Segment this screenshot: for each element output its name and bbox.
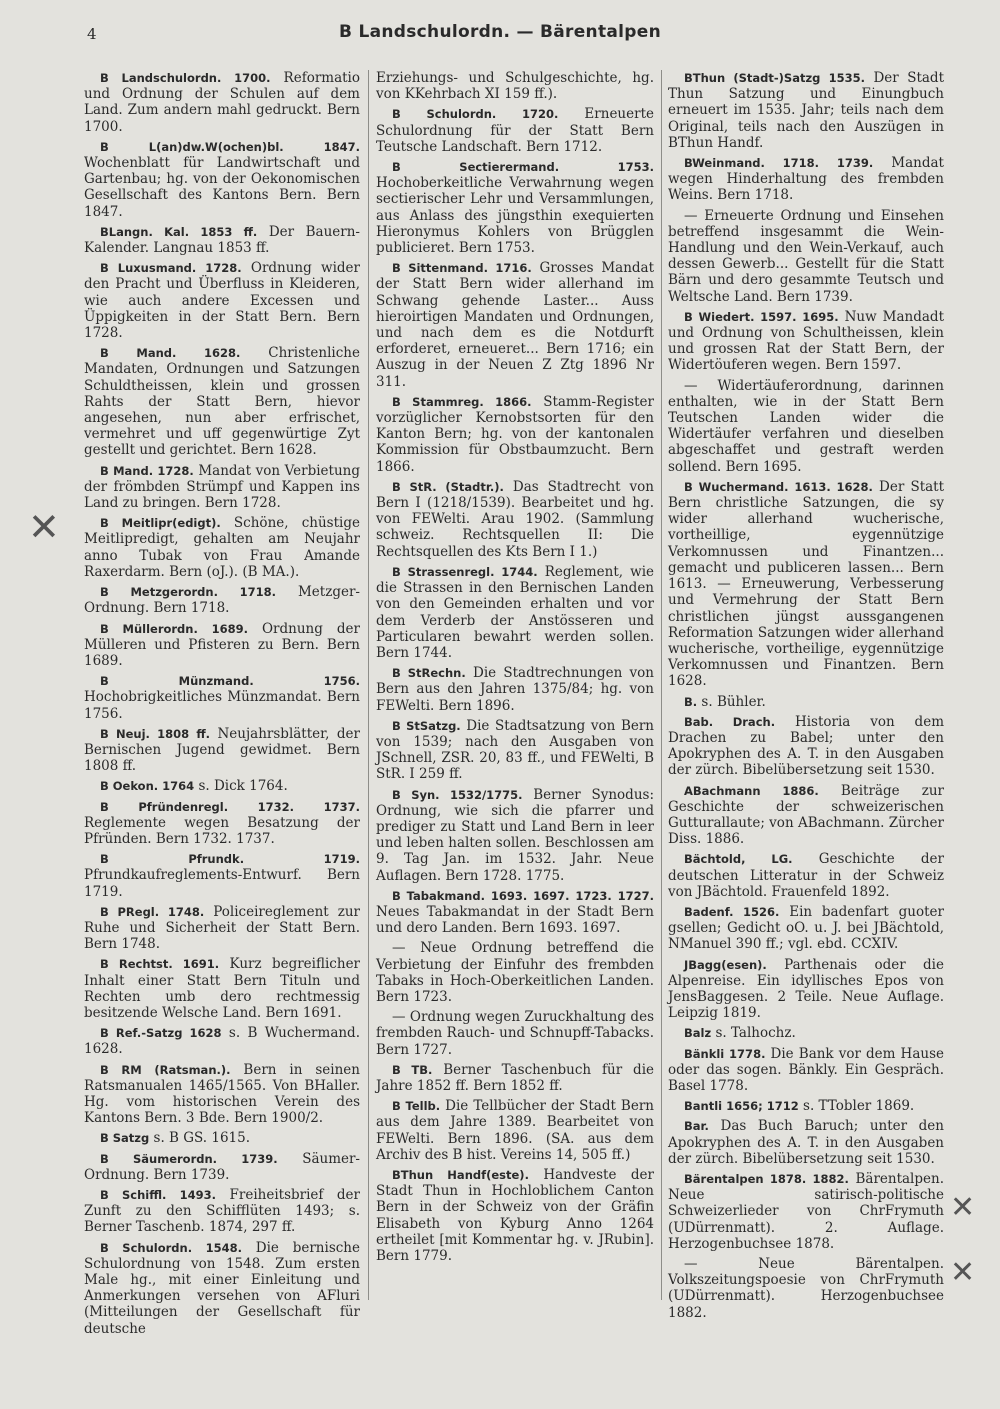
dictionary-entry xyxy=(668,1171,944,1252)
entry-lemma: B Münzmand. 1756. xyxy=(100,674,360,689)
dictionary-entry xyxy=(668,378,944,475)
entry-text: Wochenblatt für Landwirtschaft und Gartenbau; hg. von der Oekonomischen Gesellschaft des Kantons Bern. Bern 1847. xyxy=(84,155,360,220)
entry-text: Beiträge zur Geschichte der schweizerischen Gutturallaute; von ABachmann. Zürcher Diss. 1886. xyxy=(668,782,944,848)
entry-lemma: B Tellb. xyxy=(392,1099,441,1114)
entry-lemma: B Strassenregl. 1744. xyxy=(392,564,538,579)
dictionary-entry xyxy=(668,957,944,1022)
margin-cross-mark: ✕ xyxy=(950,1255,976,1290)
dictionary-entry xyxy=(376,888,654,937)
entry-text: Der Bauern-Kalender. Langnau 1853 ff. xyxy=(84,223,360,257)
entry-lemma: B Wuchermand. 1613. 1628. xyxy=(684,479,873,494)
entry-lemma: ABachmann 1886. xyxy=(684,783,819,798)
entry-text: Metzger-Ordnung. Bern 1718. xyxy=(84,584,360,617)
dictionary-entry xyxy=(376,1098,654,1163)
margin-cross-mark: ✕ xyxy=(28,505,60,549)
dictionary-entry xyxy=(84,463,360,512)
column-3 xyxy=(668,70,944,1325)
dictionary-entry xyxy=(84,621,360,670)
dictionary-entry xyxy=(84,673,360,722)
entry-text: Erziehungs- und Schulgeschichte, hg. von KKehrbach XI 159 ff.). xyxy=(376,70,654,103)
entry-text: — Ordnung wegen Zuruckhaltung des frembden Rauch- und Schnupff-Tabacks. Bern 1727. xyxy=(376,1009,654,1058)
dictionary-entry xyxy=(376,106,654,155)
entry-text: Ein badenfart guoter gsellen; Gedicht oO. u. J. bei JBächtold, NManuel 390 ff.; vgl. ebd. CCXIV. xyxy=(668,903,945,953)
entry-lemma: B StSatzg. xyxy=(392,718,461,733)
dictionary-entry xyxy=(376,564,654,661)
dictionary-entry xyxy=(668,1098,944,1114)
entry-text: Geschichte der deutschen Litteratur in der Schweiz von JBächtold. Frauenfeld 1892. xyxy=(668,851,944,900)
page-number: 4 xyxy=(87,25,97,43)
dictionary-entry xyxy=(668,904,944,953)
dictionary-entry xyxy=(84,851,360,900)
dictionary-entry xyxy=(668,783,944,848)
dictionary-entry xyxy=(376,1167,654,1264)
dictionary-entry xyxy=(84,1151,360,1183)
entry-text: Freiheitsbrief der Zunft zu den Schifflüten 1493; s. Berner Taschenb. 1874, 297 ff. xyxy=(84,1187,360,1236)
entry-text: Policeireglement zur Ruhe und Sicherheit der Statt Bern. Bern 1748. xyxy=(84,903,360,953)
entry-lemma: Bab. Drach. xyxy=(684,714,776,729)
dictionary-entry xyxy=(84,778,360,794)
entry-text: Neues Tabakmandat in der Stadt Bern und dero Landen. Bern 1693. 1697. xyxy=(376,903,654,937)
dictionary-entry xyxy=(668,851,944,900)
entry-text: Reglement, wie die Strassen in den Bernischen Landen von den Gemeinden erhalten und vor dem Verderb der Anstösseren und Particularen bewahrt werden sollen. Bern 1744. xyxy=(376,563,654,661)
entry-lemma: B Müllerordn. 1689. xyxy=(100,621,248,636)
entry-lemma: Bar. xyxy=(684,1119,709,1134)
entry-text: — Erneuerte Ordnung und Einsehen betreffend insgesammt die Wein-Handlung und den Wein-Verkauf, auch dessen Gewerb... Gestellt für die Statt Bärn und dero gesammte Teutsch und Weltsche Land. Bern 1739. xyxy=(668,207,944,305)
entry-lemma: B PRegl. 1748. xyxy=(100,904,205,919)
entry-lemma: B Sectierermand. 1753. xyxy=(392,160,654,175)
entry-lemma: B Schulordn. 1720. xyxy=(392,107,559,122)
dictionary-entry xyxy=(84,1240,360,1337)
entry-text: Pfrundkaufreglements-Entwurf. Bern 1719. xyxy=(84,867,360,900)
entry-text: Bärentalpen. Neue satirisch-politische Schweizerlieder von ChrFrymuth (UDürrenmatt). 2. Auflage. Herzogenbuchsee 1878. xyxy=(668,1171,944,1252)
entry-lemma: BWeinmand. 1718. 1739. xyxy=(684,156,874,171)
margin-cross-mark: ✕ xyxy=(950,1190,976,1225)
dictionary-entry xyxy=(84,726,360,775)
entry-lemma: B RM (Ratsman.). xyxy=(100,1062,231,1077)
dictionary-entry xyxy=(376,665,654,714)
dictionary-entry xyxy=(84,904,360,953)
entry-text: Grosses Mandat der Statt Bern wider allerhand im Schwang gehende Laster... Auss hieroirtigen Mandaten und Ordnungen, und nach dem es die Notdurft erforderet, erneueret... Bern 1716; ein Auszug in der Neuen Z Ztg 1896 Nr 311. xyxy=(376,260,655,390)
entry-text: Die Stadtrechnungen von Bern aus den Jahren 1375/84; hg. von FEWelti. Bern 1896. xyxy=(376,665,654,714)
entry-text: Mandat von Verbietung der frömbden Strümpf und Kappen ins Land zu bringen. Bern 1728. xyxy=(84,462,360,512)
entry-text: s. B GS. 1615. xyxy=(149,1130,251,1147)
entry-text: Der Statt Bern christliche Satzungen, die sy wider allerhand wucherische, vortheillige, eygennützige Verkomnussen und Finantzen... gemacht und publiceren lassen... Bern 1613. — Erneuwerung, Verbesserung und Vermehrung der Statt Bern christlichen jüngst aussgangenen Reformation Satzungen wider allerhand wucherische, vortheilige, eygennützige Verkomnussen und Finantzen. Bern 1628. xyxy=(668,478,945,690)
entry-text: Ordnung wider den Pracht und Überfluss in Kleideren, wie auch andere Excessen und Üppigkeiten in der Statt Bern. Bern 1728. xyxy=(84,260,360,342)
dictionary-entry xyxy=(376,70,654,102)
entry-lemma: B Sittenmand. 1716. xyxy=(392,261,532,276)
entry-lemma: B Syn. 1532/1775. xyxy=(392,787,523,802)
entry-text: Hochoberkeitliche Verwahrnung wegen sectierischer Lehr und Versammlungen, aus Anlass des jüngsthin exequierten Hieronymus Kohlers von Brügglen publicieret. Bern 1753. xyxy=(376,175,654,257)
entry-lemma: JBagg(esen). xyxy=(684,957,767,972)
entry-lemma: Balz xyxy=(684,1026,712,1041)
entry-text: Neujahrsblätter, der Bernischen Jugend gewidmet. Bern 1808 ff. xyxy=(84,725,360,775)
dictionary-entry xyxy=(376,1062,654,1094)
dictionary-entry xyxy=(84,139,360,220)
entry-text: Das Stadtrecht von Bern I (1218/1539). Bearbeitet und hg. von FEWelti. Arau 1902. (Sammlung schweiz. Rechtsquellen II: Die Rechtsquellen des Kts Bern I 1.) xyxy=(376,478,654,560)
entry-lemma: B Neuj. 1808 ff. xyxy=(100,726,210,741)
entry-text: s. Bühler. xyxy=(697,693,766,710)
dictionary-entry xyxy=(84,799,360,848)
dictionary-entry xyxy=(376,940,654,1005)
entry-lemma: Badenf. 1526. xyxy=(684,904,780,919)
entry-text: Erneuerte Schulordnung für der Statt Bern Teutsche Landschaft. Bern 1712. xyxy=(376,106,654,155)
entry-lemma: B TB. xyxy=(392,1062,433,1077)
entry-text: Christenliche Mandaten, Ordnungen und Satzungen Schuldtheissen, klein und grossen Rahts der Statt Bern, hievor angesehen, nun aber erfrischet, vermehret und uff gegenwürtige Zyt gestellt und gerichtet. Bern 1628. xyxy=(84,345,360,459)
dictionary-entry xyxy=(376,479,654,560)
entry-lemma: B Satzg xyxy=(100,1131,150,1146)
entry-text: Stamm-Register vorzüglicher Kernobstsorten für den Kanton Bern; hg. von der kantonalen Kommission für Obstbaumzucht. Bern 1866. xyxy=(376,393,654,475)
entry-text: Bern in seinen Ratsmanualen 1465/1565. Von BHaller. Hg. vom historischen Verein des Kantons Bern. 3 Bde. Bern 1900/2. xyxy=(84,1061,360,1127)
entry-lemma: B Pfründenregl. 1732. 1737. xyxy=(100,799,360,814)
entry-text: Die Bank vor dem Hause oder das sogen. Bänkly. Ein Gespräch. Basel 1778. xyxy=(668,1045,944,1094)
entry-lemma: BThun Handf(este). xyxy=(392,1168,529,1182)
entry-text: — Neue Ordnung betreffend die Verbietung der Einfuhr des frembden Tabaks in Hoch-Oberkeitlichen Landen. Bern 1723. xyxy=(376,940,654,1005)
entry-lemma: B Luxusmand. 1728. xyxy=(100,261,242,276)
entry-text: Reformatio und Ordnung der Schulen auf dem Land. Zum andern mahl gedruckt. Bern 1700. xyxy=(84,70,360,135)
entry-lemma: B Ref.-Satzg 1628 xyxy=(100,1026,222,1041)
dictionary-entry xyxy=(668,1118,944,1167)
entry-text: Schöne, chüstige Meitlipredigt, gehalten am Neujahr anno Tubak von Frau Amande Raxerdarm. Bern (oJ.). (B MA.). xyxy=(84,515,360,580)
entry-lemma: BThun (Stadt-)Satzg 1535. xyxy=(684,71,865,85)
entry-text: Mandat wegen Hinderhaltung des frembden Weins. Bern 1718. xyxy=(668,155,944,204)
entry-text: Die Tellbücher der Stadt Bern aus dem Jahre 1389. Bearbeitet von FEWelti. Bern 1896. (SA. aus dem Archiv des B hist. Vereins 14, 505 ff.) xyxy=(376,1098,654,1163)
entry-lemma: B Rechtst. 1691. xyxy=(100,957,220,972)
entry-text: Nuw Mandadt und Ordnung von Schultheissen, klein und grossen Rat der Statt Bern, der Widertöuferen wegen. Bern 1597. xyxy=(668,308,944,374)
entry-text: Ordnung der Mülleren und Pfisteren zu Bern. Bern 1689. xyxy=(84,620,360,669)
entry-text: — Widertäuferordnung, darinnen enthalten, wie in der Statt Bern Teutschen Landen wider die Widertäufer verfahren und dieselben abgeschaffet und gestraft werden sollend. Bern 1695. xyxy=(668,377,944,475)
entry-text: Kurz begreiflicher Inhalt einer Statt Bern Tituln und Rechten umb dero rechtmessig besitzende Welsche Land. Bern 1691. xyxy=(84,956,361,1021)
dictionary-entry xyxy=(376,260,654,390)
dictionary-entry xyxy=(84,1187,360,1236)
entry-text: Säumer-Ordnung. Bern 1739. xyxy=(84,1150,360,1183)
dictionary-entry xyxy=(84,345,360,458)
dictionary-entry xyxy=(668,208,944,305)
entry-text: s. TTobler 1869. xyxy=(798,1098,915,1115)
dictionary-entry xyxy=(376,1009,654,1058)
dictionary-entry xyxy=(84,584,360,616)
dictionary-entry xyxy=(376,159,654,256)
entry-text: Handveste der Stadt Thun in Hochloblichem Canton Bern in der Schweiz von der Gräfin Elisabeth von Kyburg Anno 1264 ertheilet [mit Kommentar hg. v. JRubin]. Bern 1779. xyxy=(376,1167,654,1265)
entry-lemma: B Pfrundk. 1719. xyxy=(100,852,360,867)
entry-lemma: BLangn. Kal. 1853 ff. xyxy=(100,224,258,239)
dictionary-entry xyxy=(668,70,944,151)
entry-text: Reglemente wegen Besatzung der Pfründen. Bern 1732. 1737. xyxy=(84,814,360,847)
dictionary-entry xyxy=(84,1025,360,1057)
entry-lemma: Bänkli 1778. xyxy=(684,1046,766,1061)
entry-text: s. B Wuchermand. 1628. xyxy=(84,1025,360,1058)
entry-lemma: B Säumerordn. 1739. xyxy=(100,1151,278,1166)
dictionary-entry xyxy=(84,1130,360,1146)
entry-text: Historia von dem Drachen zu Babel; unter den Apokryphen des A. T. in den Ausgaben der zürch. Bibelübersetzung seit 1530. xyxy=(668,713,944,779)
entry-text: Berner Taschenbuch für die Jahre 1852 ff. Bern 1852 ff. xyxy=(376,1061,654,1094)
entry-lemma: B Wiedert. 1597. 1695. xyxy=(684,309,839,324)
dictionary-entry xyxy=(84,260,360,341)
dictionary-entry xyxy=(84,224,360,256)
entry-lemma: B Oekon. 1764 xyxy=(100,779,195,794)
dictionary-entry xyxy=(668,1256,944,1321)
column-rule xyxy=(661,70,662,1300)
entry-lemma: Bächtold, LG. xyxy=(684,852,793,867)
entry-text: Das Buch Baruch; unter den Apokryphen des A. T. in den Ausgaben der zürch. Bibelübersetzung seit 1530. xyxy=(668,1118,944,1167)
dictionary-entry xyxy=(84,515,360,580)
entry-text: — Neue Bärentalpen. Volkszeitungspoesie von ChrFrymuth (UDürrenmatt). Herzogenbuchsee 1882. xyxy=(668,1256,944,1321)
dictionary-entry xyxy=(668,309,944,374)
entry-lemma: B Metzgerordn. 1718. xyxy=(100,585,277,600)
entry-lemma: B Tabakmand. 1693. 1697. 1723. 1727. xyxy=(392,888,654,903)
entry-text: Hochobrigkeitliches Münzmandat. Bern 1756. xyxy=(84,689,360,722)
entry-lemma: B Landschulordn. 1700. xyxy=(100,71,271,85)
entry-text: s. Talhochz. xyxy=(711,1025,796,1042)
entry-text: Parthenais oder die Alpenreise. Ein idyllisches Epos von JensBaggesen. 2 Teile. Neue Auflage. Leipzig 1819. xyxy=(668,956,944,1022)
dictionary-entry xyxy=(668,1046,944,1095)
entry-lemma: B StR. (Stadtr.). xyxy=(392,479,504,494)
entry-lemma: B Schulordn. 1548. xyxy=(100,1240,242,1255)
entry-lemma: B Stammreg. 1866. xyxy=(392,394,532,409)
entry-lemma: B StRechn. xyxy=(392,666,466,681)
entry-lemma: B L(an)dw.W(ochen)bl. 1847. xyxy=(100,139,360,154)
entry-lemma: Bärentalpen 1878. 1882. xyxy=(684,1172,849,1186)
column-2 xyxy=(376,70,654,1268)
entry-lemma: B Meitlipr(edigt). xyxy=(100,516,221,531)
dictionary-entry xyxy=(84,70,360,135)
dictionary-entry xyxy=(668,694,944,710)
entry-lemma: B Mand. 1628. xyxy=(100,346,241,361)
dictionary-entry xyxy=(668,1025,944,1041)
dictionary-entry xyxy=(668,155,944,204)
entry-lemma: B Mand. 1728. xyxy=(100,463,194,478)
dictionary-entry xyxy=(376,718,654,783)
dictionary-entry xyxy=(84,956,360,1021)
entry-lemma: B Schiffl. 1493. xyxy=(100,1188,217,1202)
entry-text: Die Stadtsatzung von Bern von 1539; nach den Ausgaben von JSchnell, ZSR. 20, 83 ff., und FEWelti, B StR. I 259 ff. xyxy=(376,717,654,783)
dictionary-entry xyxy=(376,787,654,884)
dictionary-entry xyxy=(668,479,944,690)
entry-text: Die bernische Schulordnung von 1548. Zum ersten Male hg., mit einer Einleitung und Anmerkungen versehen von AFluri (Mitteilungen der Gesellschaft für deutsche xyxy=(84,1239,360,1337)
entry-text: Berner Synodus: Ordnung, wie sich die pfarrer und prediger zu Statt und Land Bern in leer und leben halten sollen. Beschlossen am 9. Tag Jan. im 1532. Jahr. Neue Auflagen. Bern 1728. 1775. xyxy=(376,786,654,884)
column-1 xyxy=(84,70,360,1341)
entry-lemma: B. xyxy=(684,694,698,709)
entry-text: Der Stadt Thun Satzung und Einungbuch erneuert im 1535. Jahr; teils nach dem Original, teils nach den Auszügen in BThun Handf. xyxy=(668,70,944,151)
entry-lemma: Bantli 1656; 1712 xyxy=(684,1099,799,1114)
column-rule xyxy=(368,70,369,1300)
entry-text: s. Dick 1764. xyxy=(194,778,288,795)
dictionary-entry xyxy=(668,714,944,779)
dictionary-entry xyxy=(376,394,654,475)
running-head: B Landschulordn. — Bärentalpen xyxy=(339,22,661,42)
dictionary-entry xyxy=(84,1062,360,1127)
